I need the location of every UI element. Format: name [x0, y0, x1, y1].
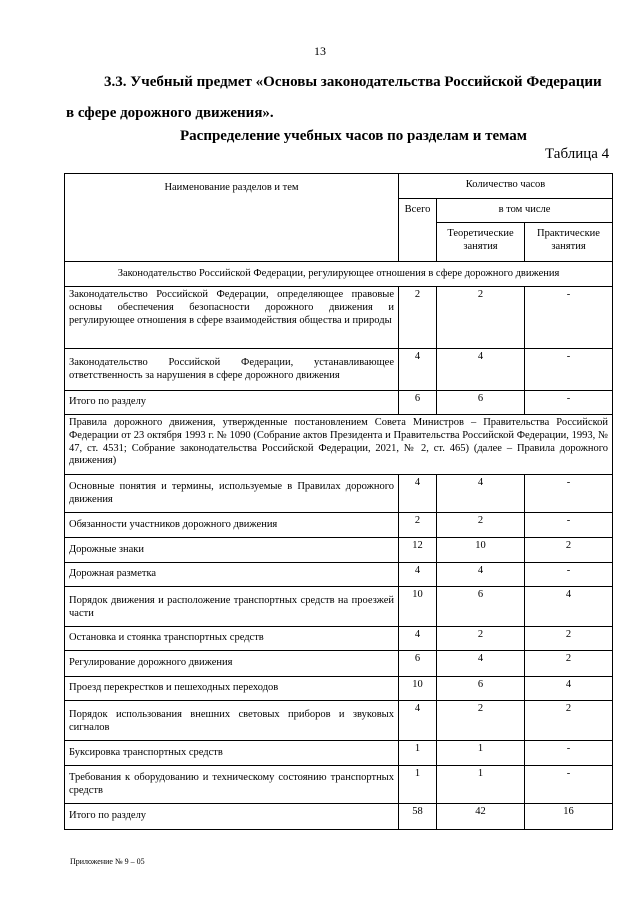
theory-hours: 1 [437, 766, 525, 804]
topic-name: Обязанности участников дорожного движения [65, 513, 399, 538]
topic-name: Остановка и стоянка транспортных средств [65, 627, 399, 651]
total-hours: 4 [399, 349, 437, 391]
topic-name: Итого по разделу [65, 804, 399, 830]
page-number: 13 [314, 44, 326, 58]
header-theory: Теоретические занятия [437, 223, 525, 262]
theory-hours: 42 [437, 804, 525, 830]
table-caption: Распределение учебных часов по разделам и темам [180, 128, 527, 144]
theory-hours: 6 [437, 391, 525, 415]
practice-hours: - [525, 287, 613, 349]
total-hours: 4 [399, 701, 437, 741]
header-hours-count: Количество часов [399, 174, 613, 199]
table-row [65, 349, 613, 391]
topic-name: Буксировка транспортных средств [65, 741, 399, 766]
practice-hours: - [525, 741, 613, 766]
topic-name: Итого по разделу [65, 391, 399, 415]
practice-hours: 4 [525, 587, 613, 627]
hours-distribution-table [64, 173, 613, 830]
footer-annex-label: Приложение № 9 – 05 [70, 857, 145, 866]
header-total: Всего [399, 199, 437, 262]
table-row [65, 475, 613, 513]
practice-hours: - [525, 475, 613, 513]
practice-hours: 16 [525, 804, 613, 830]
table-row [65, 513, 613, 538]
table-row [65, 391, 613, 415]
theory-hours: 4 [437, 349, 525, 391]
section-title: Законодательство Российской Федерации, регулирующее отношения в сфере дорожного движения [65, 262, 613, 287]
topic-name: Регулирование дорожного движения [65, 651, 399, 677]
total-hours: 10 [399, 677, 437, 701]
practice-hours: - [525, 391, 613, 415]
practice-hours: - [525, 563, 613, 587]
table-row [65, 651, 613, 677]
topic-name: Основные понятия и термины, используемые в Правилах дорожного движения [65, 475, 399, 513]
table-row [65, 677, 613, 701]
section-title: Правила дорожного движения, утвержденные постановлением Совета Министров – Правительства Российской Федерации от 23 октября 1993 г. № 1090 (Собрание актов Президента и Правительства Российской Федерации, 1993, № 47, ст. 4531; Собрание законодательства Российской Федерации, 2021, № 2, ст. 465) (далее – Правила дорожного движения) [65, 415, 613, 475]
total-hours: 4 [399, 563, 437, 587]
theory-hours: 6 [437, 587, 525, 627]
theory-hours: 10 [437, 538, 525, 563]
total-hours: 2 [399, 287, 437, 349]
total-hours: 58 [399, 804, 437, 830]
topic-name: Законодательство Российской Федерации, определяющее правовые основы обеспечения безопасности дорожного движения и регулирующее отношения в сфере взаимодействия общества и природы [65, 287, 399, 349]
topic-name: Требования к оборудованию и техническому состоянию транспортных средств [65, 766, 399, 804]
table-row [65, 766, 613, 804]
total-hours: 2 [399, 513, 437, 538]
header-topic-name: Наименование разделов и тем [65, 174, 399, 262]
section-heading-continuation: в сфере дорожного движения». [66, 105, 274, 121]
practice-hours: 2 [525, 627, 613, 651]
practice-hours: - [525, 766, 613, 804]
header-practice: Практические занятия [525, 223, 613, 262]
theory-hours: 2 [437, 513, 525, 538]
theory-hours: 4 [437, 651, 525, 677]
total-hours: 4 [399, 475, 437, 513]
theory-hours: 2 [437, 287, 525, 349]
table-row [65, 804, 613, 830]
table-row [65, 701, 613, 741]
theory-hours: 4 [437, 563, 525, 587]
total-hours: 1 [399, 766, 437, 804]
table-row [65, 627, 613, 651]
table-row [65, 287, 613, 349]
topic-name: Дорожная разметка [65, 563, 399, 587]
topic-name: Дорожные знаки [65, 538, 399, 563]
table-row [65, 563, 613, 587]
header-including: в том числе [437, 199, 613, 223]
total-hours: 6 [399, 651, 437, 677]
total-hours: 1 [399, 741, 437, 766]
theory-hours: 6 [437, 677, 525, 701]
total-hours: 12 [399, 538, 437, 563]
total-hours: 10 [399, 587, 437, 627]
practice-hours: - [525, 513, 613, 538]
theory-hours: 2 [437, 701, 525, 741]
total-hours: 4 [399, 627, 437, 651]
topic-name: Проезд перекрестков и пешеходных переходов [65, 677, 399, 701]
topic-name: Законодательство Российской Федерации, устанавливающее ответственность за нарушения в сфере дорожного движения [65, 349, 399, 391]
practice-hours: 4 [525, 677, 613, 701]
practice-hours: - [525, 349, 613, 391]
table-row [65, 538, 613, 563]
total-hours: 6 [399, 391, 437, 415]
topic-name: Порядок движения и расположение транспортных средств на проезжей части [65, 587, 399, 627]
practice-hours: 2 [525, 701, 613, 741]
practice-hours: 2 [525, 651, 613, 677]
table-row [65, 587, 613, 627]
section-heading: 3.3. Учебный предмет «Основы законодательства Российской Федерации [104, 74, 602, 90]
theory-hours: 4 [437, 475, 525, 513]
table-number: Таблица 4 [545, 146, 610, 162]
theory-hours: 2 [437, 627, 525, 651]
theory-hours: 1 [437, 741, 525, 766]
practice-hours: 2 [525, 538, 613, 563]
topic-name: Порядок использования внешних световых приборов и звуковых сигналов [65, 701, 399, 741]
table-row [65, 741, 613, 766]
